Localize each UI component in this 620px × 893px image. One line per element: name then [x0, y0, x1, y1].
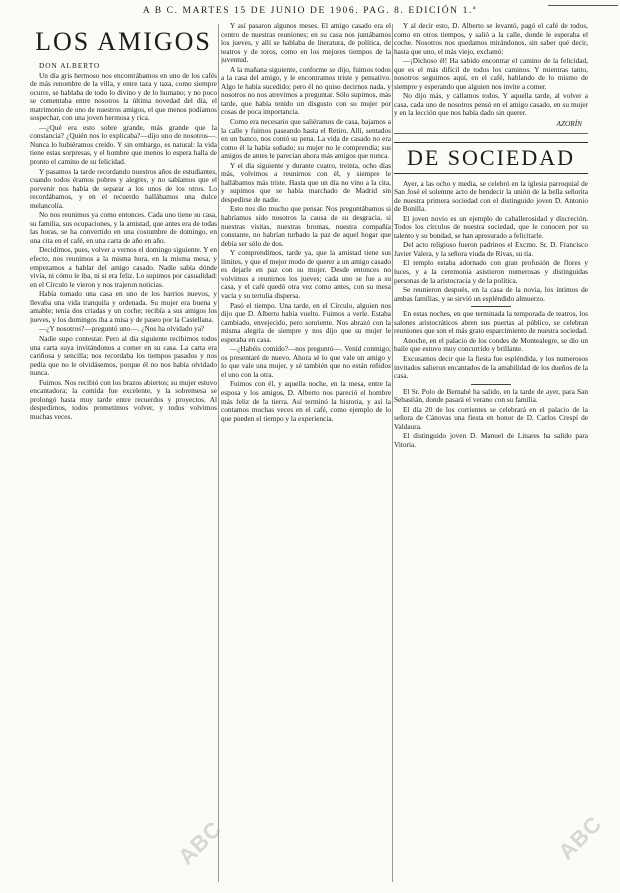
column-rule-1: [218, 24, 219, 882]
article1-paragraph-8: Fuimos. Nos recibió con los brazos abiertos; su mujer estuvo encantadora; la comida fue excelente, y la sobremesa se prolongó hasta muy tarde entre recuerdos y proyectos. Al despedirnos, todos prometimos volver, y todos volvimos muchas veces.: [30, 377, 217, 421]
sociedad-paragraph-8: El Sr. Polo de Bernabé ha salido, en la tarde de ayer, para San Sebastián, donde pasará el verano con su familia.: [394, 386, 588, 405]
article1-paragraph-5: Había tomado una casa en uno de los barrios nuevos, y llevaba una vida tranquila y ordenada. Su mujer era buena y amable; tenía dos criadas y un coche; recibía a sus amigos los jueves, y los domingos iba a misa y de paseo por la Castellana.: [30, 289, 217, 324]
article1-cont-paragraph-5: Y comprendimos, tarde ya, que la amistad tiene sus límites, y que el mejor modo de querer a un amigo casado es dejarle en paz con su mujer. Desde entonces no volvimos a reunirnos los jueves; cada uno se fue a su casa, y el café quedó otra vez como antes, con su mesa vacía y su tertulia dispersa.: [221, 248, 391, 300]
article1-end-paragraph-0: Y al decir esto, D. Alberto se levantó, pagó el café de todos, como en otros tiempos, y salió a la calle, donde le esperaba el coche. Nosotros nos quedamos mirándonos, sin saber qué decir, hasta que uno, el más viejo, exclamó:: [394, 22, 588, 56]
sociedad-paragraph-4: Se reunieron después, en la casa de la novia, los íntimos de ambas familias, y se sirvió un espléndido almuerzo.: [394, 285, 588, 303]
article1-paragraph-7: Nadie supo contestar. Pero al día siguiente recibimos todos una carta suya invitándonos a comer en su casa. La carta era cariñosa y sencilla; nos recordaba los tiempos pasados y nos pedía que no le olvidásemos, porque él no nos había olvidado nunca.: [30, 333, 217, 378]
watermark-abc: ABC: [173, 815, 227, 870]
divider: [471, 306, 511, 307]
divider: [471, 384, 511, 385]
section-title-de-sociedad: DE SOCIEDAD: [406, 144, 576, 170]
sociedad-paragraph-9: El día 20 de los corrientes se celebrará en el palacio de la señora de Cánovas una fiesta en honor de D. Carlos Crespí de Valdaura.: [394, 404, 588, 431]
article1-cont-paragraph-6: Pasó el tiempo. Una tarde, en el Círculo, alguien nos dijo que D. Alberto había vuelto. Fuimos a verle. Estaba cambiado, envejecido, pero sonriente. Nos abrazó con la misma alegría de siempre y nos dijo que su mujer le esperaba en casa.: [221, 300, 391, 344]
article1-paragraph-6: —¿Y nosotros?—preguntó uno—. ¿Nos ha olvidado ya?: [39, 324, 205, 334]
watermark-abc: ABC: [553, 810, 607, 865]
article1-ending: [394, 22, 588, 134]
column-3: [394, 22, 588, 450]
article1-cont-paragraph-8: Fuimos con él, y aquella noche, en la mesa, entre la esposa y los amigos, D. Alberto nos pareció el hombre más feliz de la tierra. Así terminó la historia, y así la contamos muchas veces en el café, como ejemplo de lo que pueden el tiempo y la experiencia.: [221, 379, 391, 423]
article1-paragraph-1: —¿Qué era esto sobre grande, más grande que la constancia? ¿Quién nos lo explicaba?—dijo uno de nosotros—. Nunca lo hubiéramos creído. Y sin embargo, es natural: la vida tiene estas sorpresas, y el hombre que menos lo espera halla de pronto el camino de su felicidad.: [30, 122, 217, 167]
column-1: [30, 22, 217, 422]
article-byline: DON ALBERTO: [39, 61, 101, 70]
masthead: A B C. MARTES 15 DE JUNIO DE 1906. PAG. 8. EDICIÓN 1.ª: [142, 6, 478, 16]
article-title-los-amigos: LOS AMIGOS: [35, 27, 212, 56]
sociedad-paragraph-10: El distinguido joven D. Manuel de Linares ha salido para Vitoria.: [394, 431, 588, 449]
sociedad-paragraph-0: Ayer, a las ocho y media, se celebró en la iglesia parroquial de San José el solemne acto de bendecir la unión de la bella señorita de nuestra primera sociedad con el distinguido joven D. Antonio de Bonilla.: [394, 178, 588, 214]
article1-cont-paragraph-4: Esto nos dio mucho que pensar. Nos preguntábamos si habríamos sido nosotros la causa de su desgracia, si nuestras visitas, nuestras bromas, nuestra compañía constante, no habrían turbado la paz de aquel hogar que debía ser sólo de dos.: [221, 204, 391, 248]
article1-cont-paragraph-0: Y así pasaron algunos meses. El amigo casado era el centro de nuestras reuniones; en su casa nos juntábamos los jueves, y allí se hablaba de literatura, de política, de teatros y de toros, como en los mejores tiempos de la juventud.: [221, 22, 391, 65]
column-rule-2: [392, 24, 393, 882]
article1-cont-paragraph-3: Y el día siguiente y durante cuatro, treinta, ocho días más, volvimos a reunirnos con él, y siempre le hallábamos más triste. Hasta que un día no vino a la cita, y supimos que se había marchado de Madrid sin despedirse de nadie.: [221, 160, 391, 204]
article1-end-paragraph-2: No dijo más, y callamos todos. Y aquella tarde, al volver a casa, cada uno de nosotros pensó en el amigo casado, en su mujer y en la lección que nos había dado sin querer.: [394, 91, 588, 118]
article1-paragraph-3: No nos reunimos ya como entonces. Cada uno tiene su casa, su familia, sus ocupaciones, y la amistad, que antes era de todas las horas, se ha convertido en una costumbre de domingo, en una cita en el café, en una carta de año en año.: [30, 210, 217, 245]
sociedad-paragraph-1: El joven novio es un ejemplo de caballerosidad y discreción. Todos los círculos de nuestra sociedad, que le conocen por su talento y su bondad, se han apresurado a felicitarle.: [394, 213, 588, 240]
sociedad-paragraph-7: Excusamos decir que la fiesta fue espléndida, y los numerosos invitados salieron encantados de la amabilidad de los dueños de la casa.: [394, 353, 588, 381]
column-2: [221, 22, 391, 424]
section-header: [394, 142, 588, 174]
article1-paragraph-4: Decidimos, pues, volver a vernos el domingo siguiente. Y en efecto, nos reunimos a la misma hora, en la misma mesa, y empezamos a hablar del amigo casado. Nadie sabía dónde vivía, ni cómo le iba, ni si era feliz. Lo supimos por casualidad: en el Círculo le vieron y nos trajeron noticias.: [30, 245, 217, 289]
sociedad-paragraph-6: Anoche, en el palacio de los condes de Montealegre, se dio un baile que estuvo muy concurrido y brillante.: [394, 335, 588, 354]
sociedad-paragraph-5: En estas noches, en que terminada la temporada de teatros, los salones aristocráticos abren sus puertas al público, se celebran reuniones que son el más grato esparcimiento de nuestra sociedad.: [394, 309, 588, 336]
article1-paragraph-0: Un día gris hermoso nos encontrábamos en uno de los cafés de más renombre de la villa, y entre taza y taza, como siempre ocurre, se hablaba de todo lo divino y de lo humano; y no poco se comentaba entre nosotros la última novedad del día, el matrimonio de uno de nuestros amigos, el que menos podíamos sospechar, con una joven hermosa y rica.: [30, 70, 217, 123]
article1-paragraph-2: Y pasamos la tarde recordando nuestros años de estudiantes, cuando todos éramos pobres y alegres, y no sabíamos que el porvenir nos había de separar a los unos de los otros. Lo recordábamos, y en el recuerdo hallábamos una dulce melancolía.: [30, 166, 217, 210]
article1-cont-paragraph-1: A la mañana siguiente, conforme se dijo, fuimos todos a la casa del amigo, y le encontramos triste y pensativo. Algo le había sucedido; pero él no quiso decirnos nada, y nosotros no nos atrevimos a preguntar. Sólo supimos, más tarde, que había tenido un disgusto con su mujer por cosas de poca importancia.: [221, 64, 391, 117]
article1-cont-paragraph-7: —¿Habéis comido?—nos preguntó—. Venid conmigo; os presentaré de nuevo. Ahora sé lo que vale un amigo y lo que vale una mujer, y sé también que no están reñidos el uno con la otra.: [221, 344, 391, 379]
article-signature: AZORÍN: [556, 119, 582, 129]
article1-end-paragraph-1: —¡Dichoso él! Ha sabido encontrar el camino de la felicidad, que es el más difícil de todos los caminos. Y mientras tanto, nosotros seguimos aquí, en el café, hablando de lo mismo de siempre y esperando que alguien nos invite a comer.: [394, 56, 588, 91]
sociedad-paragraph-2: Del acto religioso fueron padrinos el Excmo. Sr. D. Francisco Javier Valera, y la señora viuda de Rivas, su tía.: [394, 240, 588, 258]
article1-cont-paragraph-2: Como era necesario que saliéramos de casa, bajamos a la calle y fuimos paseando hasta el Retiro. Allí, sentados en un banco, nos contó su pena. La vida de casado no era como él la había soñado; su mujer no le comprendía; sus amigos de antes le parecían ahora más amigos que nunca.: [221, 117, 391, 161]
sociedad-paragraph-3: El templo estaba adornado con gran profusión de flores y luces, y a la ceremonia asistieron numerosas y distinguidas personas de la aristocracia y de la política.: [394, 258, 588, 285]
